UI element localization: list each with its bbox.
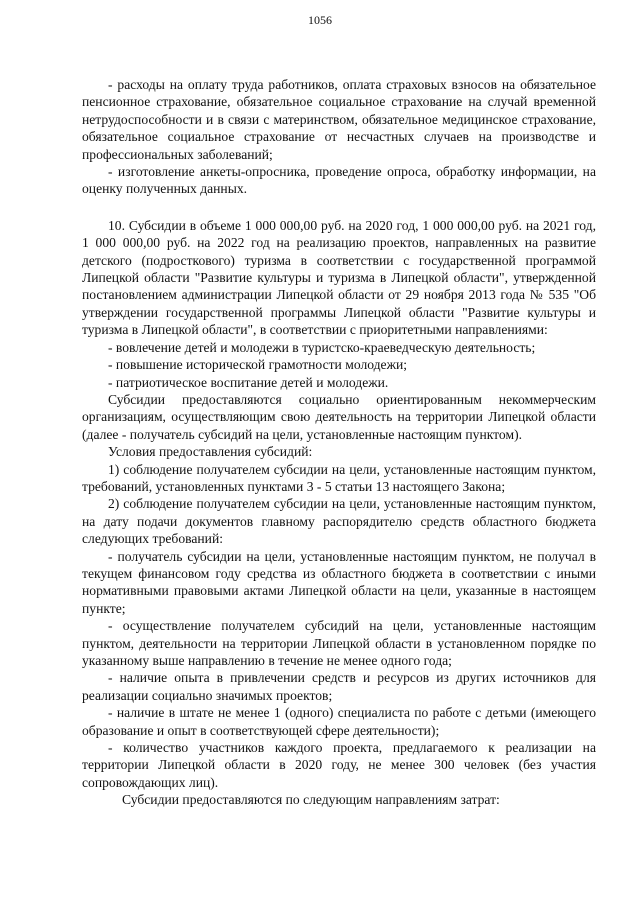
paragraph: 10. Субсидии в объеме 1 000 000,00 руб. на 2020 год, 1 000 000,00 руб. на 2021 год, 1 000 000,00 руб. на 2022 год на реализацию проектов, направленных на развитие детского (подросткового) туризма в соответствии с государственной программой Липецкой области "Развитие культуры и туризма в Липецкой области", утвержденной постановлением администрации Липецкой области от 29 ноября 2013 года № 535 "Об утверждении государственной программы Липецкой области "Развитие культуры и туризма в Липецкой области", в соответствии с приоритетными направлениями: [82,217,596,338]
paragraph: Субсидии предоставляются социально ориентированным некоммерческим организациям, осуществляющим свою деятельность на территории Липецкой области (далее - получатель субсидий на цели, установленные настоящим пунктом). [82,391,596,442]
paragraph: Субсидии предоставляются по следующим направлениям затрат: [122,792,500,808]
paragraph-gap [82,198,596,217]
list-item: - получатель субсидии на цели, установленные настоящим пунктом, не получал в текущем финансовом году средства из областного бюджета в соответствии с иными нормативными правовыми актами Липецкой области на цели, указанные в настоящем пункте; [82,548,596,616]
paragraph: - изготовление анкеты-опросника, проведение опроса, обработку информации, на оценку полученных данных. [82,164,596,197]
paragraph: Условия предоставления субсидий: [108,444,313,460]
paragraph: - расходы на оплату труда работников, оплата страховых взносов на обязательное пенсионное страхование, обязательное социальное страхование на случай временной нетрудоспособности и в связи с материнством, обязательное медицинское страхование, обязательное социальное страхование от несчастных случаев на производстве и профессиональных заболеваний; [82,77,596,162]
list-item: - наличие опыта в привлечении средств и ресурсов из других источников для реализации социально значимых проектов; [82,670,596,703]
document-body [82,76,596,809]
list-item: - количество участников каждого проекта, предлагаемого к реализации на территории Липецкой области в 2020 году, не менее 300 человек (без участия сопровождающих лиц). [82,740,596,790]
list-item: - осуществление получателем субсидий на цели, установленные настоящим пунктом, деятельности на территории Липецкой области в установленном порядке по указанному выше направлению в течение не менее одного года; [82,618,596,668]
list-item: - вовлечение детей и молодежи в туристско-краеведческую деятельность; [108,339,536,355]
page-number: 1056 [308,13,332,27]
list-item: - наличие в штате не менее 1 (одного) специалиста по работе с детьми (имеющего образование и опыт в соответствующей сфере деятельности); [82,705,596,738]
list-item: - повышение исторической грамотности молодежи; [108,357,408,373]
paragraph: 2) соблюдение получателем субсидии на цели, установленные настоящим пунктом, на дату подачи документов главному распорядителю средств областного бюджета следующих требований: [82,496,596,547]
paragraph: 1) соблюдение получателем субсидии на цели, установленные настоящим пунктом, требований, установленных пунктами 3 - 5 статьи 13 настоящего Закона; [82,461,596,494]
list-item: - патриотическое воспитание детей и молодежи. [108,374,389,390]
